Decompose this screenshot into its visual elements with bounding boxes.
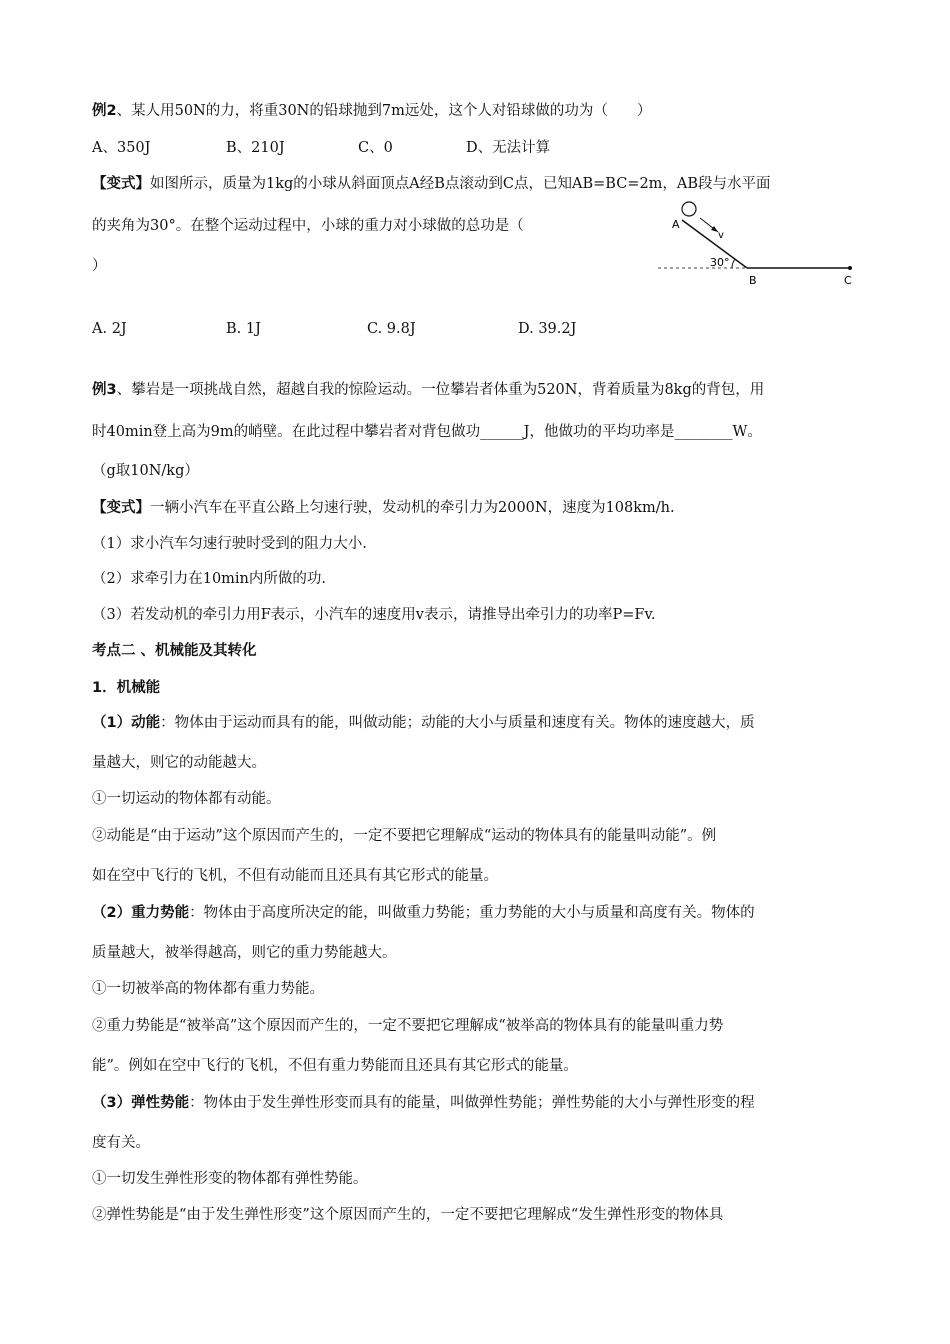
ball-icon — [682, 202, 696, 216]
label-a: A — [672, 218, 680, 231]
kinetic-point-1: ①一切运动的物体都有动能。 — [92, 791, 281, 807]
variant-1-option-b: B. 1J — [226, 321, 261, 337]
section-2-subtitle: 1．机械能 — [92, 680, 161, 696]
example-3-label: 例3 — [92, 382, 117, 398]
variant-2-text: 一辆小汽车在平直公路上匀速行驶，发动机的牵引力为2000N，速度为108km/h. — [150, 500, 675, 516]
example-2-option-a: A、350J — [92, 140, 151, 156]
kinetic-line-2: 量越大，则它的动能越大。 — [92, 755, 266, 771]
elastic-line-1 — [92, 1093, 755, 1113]
kinetic-text-1: ：物体由于运动而具有的能，叫做动能；动能的大小与质量和速度有关。物体的速度越大，质 — [160, 715, 755, 731]
kinetic-point-2b: 如在空中飞行的飞机，不但有动能而且还具有其它形式的能量。 — [92, 868, 498, 884]
incline-diagram — [652, 198, 864, 290]
gravity-line-2: 质量越大，被举得越高，则它的重力势能越大。 — [92, 945, 397, 961]
example-2-stem: 、某人用50N的力，将重30N的铅球抛到7m远处，这个人对铅球做的功为（ ） — [116, 103, 652, 119]
example-2-option-d: D、无法计算 — [466, 140, 551, 156]
gravity-point-1: ①一切被举高的物体都有重力势能。 — [92, 981, 324, 997]
variant-2-tag: 【变式】 — [92, 500, 150, 516]
variant-2-q1: （1）求小汽车匀速行驶时受到的阻力大小. — [92, 536, 367, 552]
variant-1-text-1: 如图所示，质量为1kg的小球从斜面顶点A经B点滚动到C点，已知AB=BC=2m，AB段与水平面 — [150, 176, 771, 192]
kinetic-head: （1）动能 — [92, 715, 161, 731]
variant-1-option-d: D. 39.2J — [518, 321, 577, 337]
point-c-dot — [848, 266, 852, 270]
gravity-point-2b: 能”。例如在空中飞行的飞机，不但有重力势能而且还具有其它形式的能量。 — [92, 1058, 578, 1074]
example-3-text-1: 、攀岩是一项挑战自然，超越自我的惊险运动。一位攀岩者体重为520N，背着质量为8kg的背包，用 — [116, 382, 765, 398]
example-2-option-c: C、0 — [358, 140, 393, 156]
elastic-point-2a: ②弹性势能是“由于发生弹性形变”这个原因而产生的，一定不要把它理解成“发生弹性形变的物体具 — [92, 1207, 724, 1223]
section-2-title: 考点二 、机械能及其转化 — [92, 643, 257, 659]
gravity-point-2a: ②重力势能是“被举高”这个原因而产生的，一定不要把它理解成“被举高的物体具有的能量叫重力势 — [92, 1018, 724, 1034]
kinetic-line-1 — [92, 713, 755, 733]
variant-2-q2: （2）求牵引力在10min内所做的功. — [92, 571, 327, 587]
variant-1-line-1 — [92, 174, 771, 194]
elastic-point-1: ①一切发生弹性形变的物体都有弹性势能。 — [92, 1171, 368, 1187]
gravity-head: （2）重力势能 — [92, 905, 190, 921]
variant-1-line-2: 的夹角为30°。在整个运动过程中，小球的重力对小球做的总功是（ — [92, 218, 524, 234]
label-angle: 30° — [710, 256, 730, 269]
gravity-line-1 — [92, 903, 755, 923]
kinetic-point-2a: ②动能是“由于运动”这个原因而产生的，一定不要把它理解成“运动的物体具有的能量叫动能”。例 — [92, 828, 717, 844]
variant-2-q3: （3）若发动机的牵引力用F表示，小汽车的速度用v表示，请推导出牵引力的功率P=Fv. — [92, 607, 656, 623]
variant-2-stem — [92, 498, 675, 518]
angle-arc — [732, 259, 735, 268]
elastic-line-2: 度有关。 — [92, 1135, 150, 1151]
label-b: B — [749, 274, 757, 287]
label-c: C — [844, 274, 852, 287]
gravity-text-1: ：物体由于高度所决定的能，叫做重力势能；重力势能的大小与质量和高度有关。物体的 — [189, 905, 755, 921]
label-v: v — [718, 230, 724, 241]
example-2-label: 例2 — [92, 103, 117, 119]
variant-1-option-a: A. 2J — [92, 321, 127, 337]
example-3-line-2: 时40min登上高为9m的峭壁。在此过程中攀岩者对背包做功______J，他做功的平均功率是________W。 — [92, 424, 762, 440]
variant-1-option-c: C. 9.8J — [367, 321, 416, 337]
elastic-text-1: ：物体由于发生弹性形变而具有的能量，叫做弹性势能；弹性势能的大小与弹性形变的程 — [189, 1095, 755, 1111]
variant-1-tag: 【变式】 — [92, 176, 150, 192]
example-2-question — [92, 101, 651, 121]
example-3-line-1 — [92, 380, 764, 400]
variant-1-line-3: ） — [92, 258, 107, 274]
example-2-option-b: B、210J — [226, 140, 285, 156]
elastic-head: （3）弹性势能 — [92, 1095, 190, 1111]
example-3-line-3: （g取10N/kg） — [92, 463, 199, 479]
